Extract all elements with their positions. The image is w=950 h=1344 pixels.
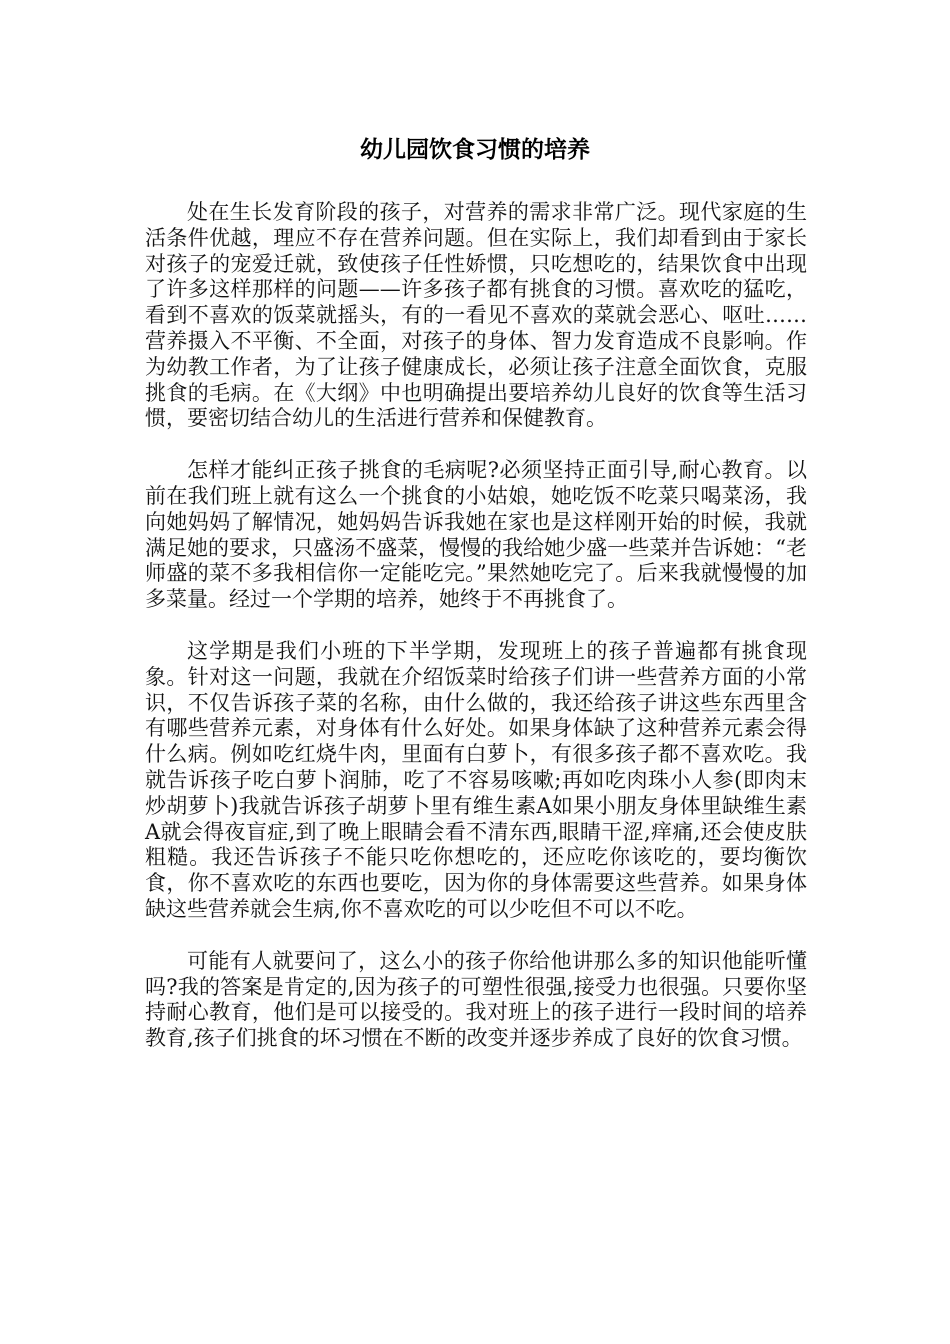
paragraph: 怎样才能纠正孩子挑食的毛病呢?必须坚持正面引导,耐心教育。以前在我们班上就有这么一个挑食的小姑娘，她吃饭不吃菜只喝菜汤，我向她妈妈了解情况，她妈妈告诉我她在家也是这样刚开始的时候，我就满足她的要求，只盛汤不盛菜，慢慢的我给她少盛一些菜并告诉她：“老师盛的菜不多我相信你一定能吃完。”果然她吃完了。后来我就慢慢的加多菜量。经过一个学期的培养，她终于不再挑食了。 bbox=[145, 458, 807, 612]
paragraph: 可能有人就要问了，这么小的孩子你给他讲那么多的知识他能听懂吗?我的答案是肯定的,因为孩子的可塑性很强,接受力也很强。只要你坚持耐心教育，他们是可以接受的。我对班上的孩子进行一段时间的培养教育,孩子们挑食的坏习惯在不断的改变并逐步养成了良好的饮食习惯。 bbox=[145, 948, 807, 1051]
document-title: 幼儿园饮食习惯的培养 bbox=[360, 137, 590, 163]
paragraph: 这学期是我们小班的下半学期，发现班上的孩子普遍都有挑食现象。针对这一问题，我就在介绍饭菜时给孩子们讲一些营养方面的小常识，不仅告诉孩子菜的名称，由什么做的，我还给孩子讲这些东西里含有哪些营养元素，对身体有什么好处。如果身体缺了这种营养元素会得什么病。例如吃红烧牛肉，里面有白萝卜，有很多孩子都不喜欢吃。我就告诉孩子吃白萝卜润肺，吃了不容易咳嗽;再如吃肉珠小人参(即肉末炒胡萝卜)我就告诉孩子胡萝卜里有维生素A如果小朋友身体里缺维生素A就会得夜盲症,到了晚上眼睛会看不清东西,眼睛干涩,痒痛,还会使皮肤粗糙。我还告诉孩子不能只吃你想吃的，还应吃你该吃的，要均衡饮食，你不喜欢吃的东西也要吃，因为你的身体需要这些营养。如果身体缺这些营养就会生病,你不喜欢吃的可以少吃但不可以不吃。 bbox=[145, 638, 807, 921]
paragraph: 处在生长发育阶段的孩子，对营养的需求非常广泛。现代家庭的生活条件优越，理应不存在营养问题。但在实际上，我们却看到由于家长对孩子的宠爱迁就，致使孩子任性娇惯，只吃想吃的，结果饮食中出现了许多这样那样的问题——许多孩子都有挑食的习惯。喜欢吃的猛吃，看到不喜欢的饭菜就摇头，有的一看见不喜欢的菜就会恶心、呕吐……营养摄入不平衡、不全面，对孩子的身体、智力发育造成不良影响。作为幼教工作者，为了让孩子健康成长，必须让孩子注意全面饮食，克服挑食的毛病。在《大纲》中也明确提出要培养幼儿良好的饮食等生活习惯，要密切结合幼儿的生活进行营养和保健教育。 bbox=[145, 200, 807, 431]
document-body bbox=[145, 200, 807, 1078]
